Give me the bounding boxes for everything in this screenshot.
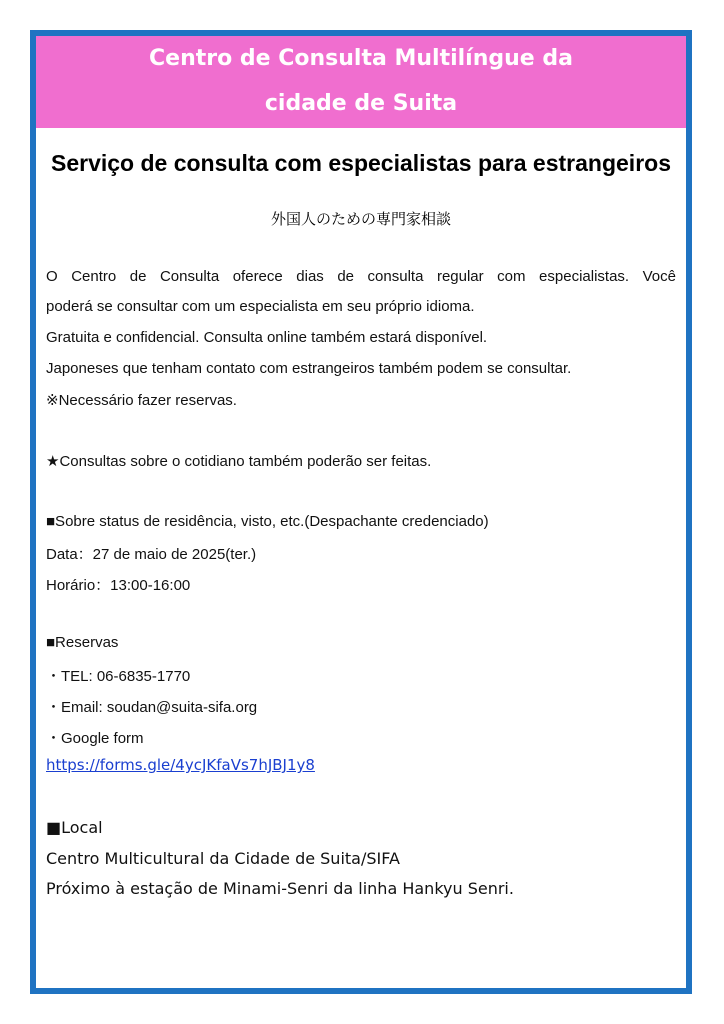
- session-heading: ■Sobre status de residência, visto, etc.(Despachante credenciado): [46, 513, 489, 530]
- flyer-frame: [30, 30, 692, 994]
- intro-line-4: Japoneses que tenham contato com estrangeiros também podem se consultar.: [46, 360, 572, 377]
- header-title-line1: Centro de Consulta Multilíngue da: [149, 46, 573, 71]
- session-time: Horário：13:00-16:00: [46, 577, 191, 594]
- header-title-line2: cidade de Suita: [264, 91, 458, 116]
- location-heading: ■Local: [46, 818, 103, 837]
- reservations-heading: ■Reservas: [46, 634, 119, 651]
- intro-line-1: O Centro de Consulta oferece dias de consulta regular com especialistas. Você: [46, 268, 676, 285]
- page-subtitle-japanese: 外国人のための専門家相談: [270, 210, 451, 228]
- google-form-link[interactable]: https://forms.gle/4ycJKfaVs7hJBJ1y8: [46, 756, 315, 774]
- intro-line-3: Gratuita e confidencial. Consulta online também estará disponível.: [46, 329, 488, 346]
- reservation-google-form: ・Google form: [46, 730, 144, 747]
- location-venue: Centro Multicultural da Cidade de Suita/SIFA: [46, 849, 400, 868]
- location-directions: Próximo à estação de Minami-Senri da linha Hankyu Senri.: [46, 879, 514, 898]
- daily-consultation-note: ★Consultas sobre o cotidiano também poderão ser feitas.: [46, 453, 432, 470]
- header-banner: [36, 36, 686, 128]
- session-date: Data：27 de maio de 2025(ter.): [46, 546, 257, 563]
- page-title: Serviço de consulta com especialistas para estrangeiros: [50, 150, 671, 176]
- reservation-tel: ・TEL: 06-6835-1770: [46, 668, 191, 685]
- intro-line-2: poderá se consultar com um especialista em seu próprio idioma.: [46, 298, 475, 315]
- reservation-required-note: ※Necessário fazer reservas.: [46, 392, 237, 409]
- reservation-email: ・Email: soudan@suita-sifa.org: [46, 699, 258, 716]
